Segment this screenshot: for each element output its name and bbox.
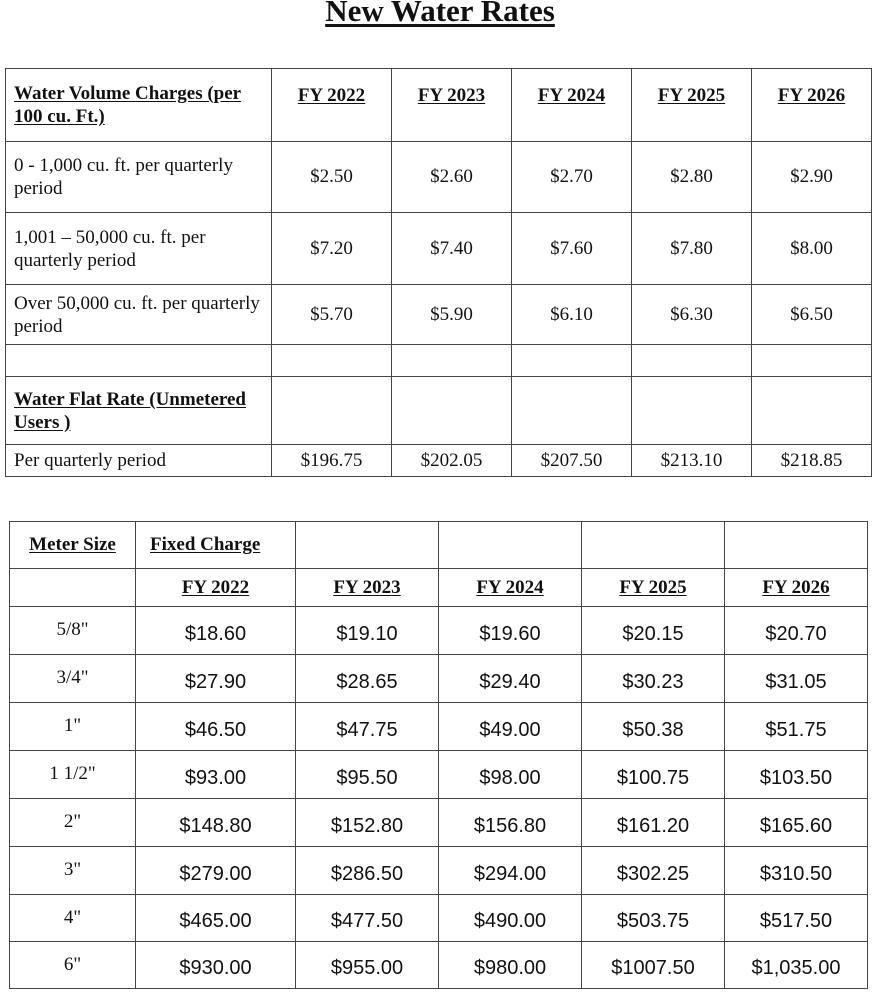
- volume-rate-cell: $6.30: [632, 285, 752, 345]
- flat-rate-cell: $207.50: [512, 445, 632, 477]
- volume-header-row: [6, 69, 872, 142]
- volume-rate-cell: $8.00: [752, 213, 872, 285]
- meter-charge-cell: $156.80: [439, 799, 582, 847]
- meter-charge-cell: $27.90: [136, 655, 296, 703]
- meter-row: [10, 655, 868, 703]
- fixed-charge-header: Fixed Charge: [136, 522, 296, 569]
- meter-charge-cell: $46.50: [136, 703, 296, 751]
- flat-rate-cell: $202.05: [392, 445, 512, 477]
- volume-rate-cell: $7.80: [632, 213, 752, 285]
- meter-size-cell: 1": [10, 703, 136, 751]
- meter-charge-cell: $930.00: [136, 942, 296, 989]
- meter-header-row: [10, 522, 868, 569]
- volume-rate-cell: $7.60: [512, 213, 632, 285]
- meter-charge-cell: $20.15: [582, 607, 725, 655]
- meter-charge-cell: $294.00: [439, 847, 582, 895]
- meter-charge-cell: $1007.50: [582, 942, 725, 989]
- meter-charge-cell: $50.38: [582, 703, 725, 751]
- meter-row: [10, 607, 868, 655]
- flat-rate-label: Water Flat Rate (Unmetered Users ): [6, 377, 272, 445]
- meter-charge-cell: $98.00: [439, 751, 582, 799]
- volume-spacer-row: [6, 345, 872, 377]
- meter-row: [10, 942, 868, 989]
- meter-charge-cell: $465.00: [136, 895, 296, 942]
- volume-rate-cell: $5.90: [392, 285, 512, 345]
- meter-charge-cell: $490.00: [439, 895, 582, 942]
- meter-year-header: FY 2023: [296, 569, 439, 607]
- meter-year-header: FY 2024: [439, 569, 582, 607]
- meter-charge-cell: $51.75: [725, 703, 868, 751]
- flat-rate-row: [6, 445, 872, 477]
- meter-year-header: FY 2026: [725, 569, 868, 607]
- meter-charge-cell: $18.60: [136, 607, 296, 655]
- meter-size-cell: 5/8": [10, 607, 136, 655]
- meter-charge-cell: $31.05: [725, 655, 868, 703]
- flat-rate-cell: $218.85: [752, 445, 872, 477]
- flat-rate-header-row: [6, 377, 872, 445]
- meter-row: [10, 703, 868, 751]
- volume-rate-cell: $5.70: [272, 285, 392, 345]
- meter-charge-cell: $47.75: [296, 703, 439, 751]
- flat-rate-cell: $213.10: [632, 445, 752, 477]
- water-volume-charges-table: [5, 68, 872, 477]
- meter-charge-cell: $19.10: [296, 607, 439, 655]
- volume-rate-cell: $2.80: [632, 142, 752, 213]
- meter-fixed-charge-table: [9, 521, 868, 989]
- flat-rate-cell: $196.75: [272, 445, 392, 477]
- volume-rate-cell: $2.90: [752, 142, 872, 213]
- meter-charge-cell: $30.23: [582, 655, 725, 703]
- volume-header-label: Water Volume Charges (per 100 cu. Ft.): [6, 69, 272, 142]
- meter-charge-cell: $20.70: [725, 607, 868, 655]
- volume-rate-cell: $7.20: [272, 213, 392, 285]
- meter-size-header: Meter Size: [10, 522, 136, 569]
- volume-year-header: FY 2023: [392, 69, 512, 142]
- volume-rate-cell: $2.70: [512, 142, 632, 213]
- meter-charge-cell: $28.65: [296, 655, 439, 703]
- meter-size-cell: 4": [10, 895, 136, 942]
- meter-charge-cell: $95.50: [296, 751, 439, 799]
- meter-row: [10, 751, 868, 799]
- meter-charge-cell: $503.75: [582, 895, 725, 942]
- meter-size-cell: 1 1/2": [10, 751, 136, 799]
- volume-rate-cell: $2.60: [392, 142, 512, 213]
- meter-charge-cell: $165.60: [725, 799, 868, 847]
- meter-charge-cell: $93.00: [136, 751, 296, 799]
- volume-year-header: FY 2024: [512, 69, 632, 142]
- volume-rate-cell: $7.40: [392, 213, 512, 285]
- volume-rate-cell: $6.50: [752, 285, 872, 345]
- volume-row: [6, 142, 872, 213]
- volume-row: [6, 213, 872, 285]
- meter-charge-cell: $161.20: [582, 799, 725, 847]
- meter-year-header: FY 2025: [582, 569, 725, 607]
- meter-charge-cell: $477.50: [296, 895, 439, 942]
- meter-size-cell: 3/4": [10, 655, 136, 703]
- meter-charge-cell: $980.00: [439, 942, 582, 989]
- volume-row: [6, 285, 872, 345]
- meter-charge-cell: $302.25: [582, 847, 725, 895]
- meter-year-header: FY 2022: [136, 569, 296, 607]
- volume-row-label: 0 - 1,000 cu. ft. per quarterly period: [6, 142, 272, 213]
- meter-charge-cell: $103.50: [725, 751, 868, 799]
- meter-charge-cell: $279.00: [136, 847, 296, 895]
- meter-charge-cell: $286.50: [296, 847, 439, 895]
- meter-size-cell: 2": [10, 799, 136, 847]
- volume-row-label: 1,001 – 50,000 cu. ft. per quarterly period: [6, 213, 272, 285]
- page-title: New Water Rates: [325, 0, 555, 28]
- meter-charge-cell: $310.50: [725, 847, 868, 895]
- meter-year-row: [10, 569, 868, 607]
- volume-year-header: FY 2022: [272, 69, 392, 142]
- meter-charge-cell: $19.60: [439, 607, 582, 655]
- meter-row: [10, 847, 868, 895]
- meter-size-cell: 3": [10, 847, 136, 895]
- meter-size-cell: 6": [10, 942, 136, 989]
- volume-row-label: Over 50,000 cu. ft. per quarterly period: [6, 285, 272, 345]
- volume-rate-cell: $2.50: [272, 142, 392, 213]
- meter-charge-cell: $152.80: [296, 799, 439, 847]
- meter-row: [10, 799, 868, 847]
- flat-rate-row-label: Per quarterly period: [6, 445, 272, 477]
- meter-charge-cell: $148.80: [136, 799, 296, 847]
- meter-charge-cell: $29.40: [439, 655, 582, 703]
- meter-charge-cell: $955.00: [296, 942, 439, 989]
- meter-charge-cell: $1,035.00: [725, 942, 868, 989]
- meter-row: [10, 895, 868, 942]
- meter-charge-cell: $49.00: [439, 703, 582, 751]
- volume-year-header: FY 2025: [632, 69, 752, 142]
- meter-charge-cell: $100.75: [582, 751, 725, 799]
- volume-rate-cell: $6.10: [512, 285, 632, 345]
- volume-year-header: FY 2026: [752, 69, 872, 142]
- meter-charge-cell: $517.50: [725, 895, 868, 942]
